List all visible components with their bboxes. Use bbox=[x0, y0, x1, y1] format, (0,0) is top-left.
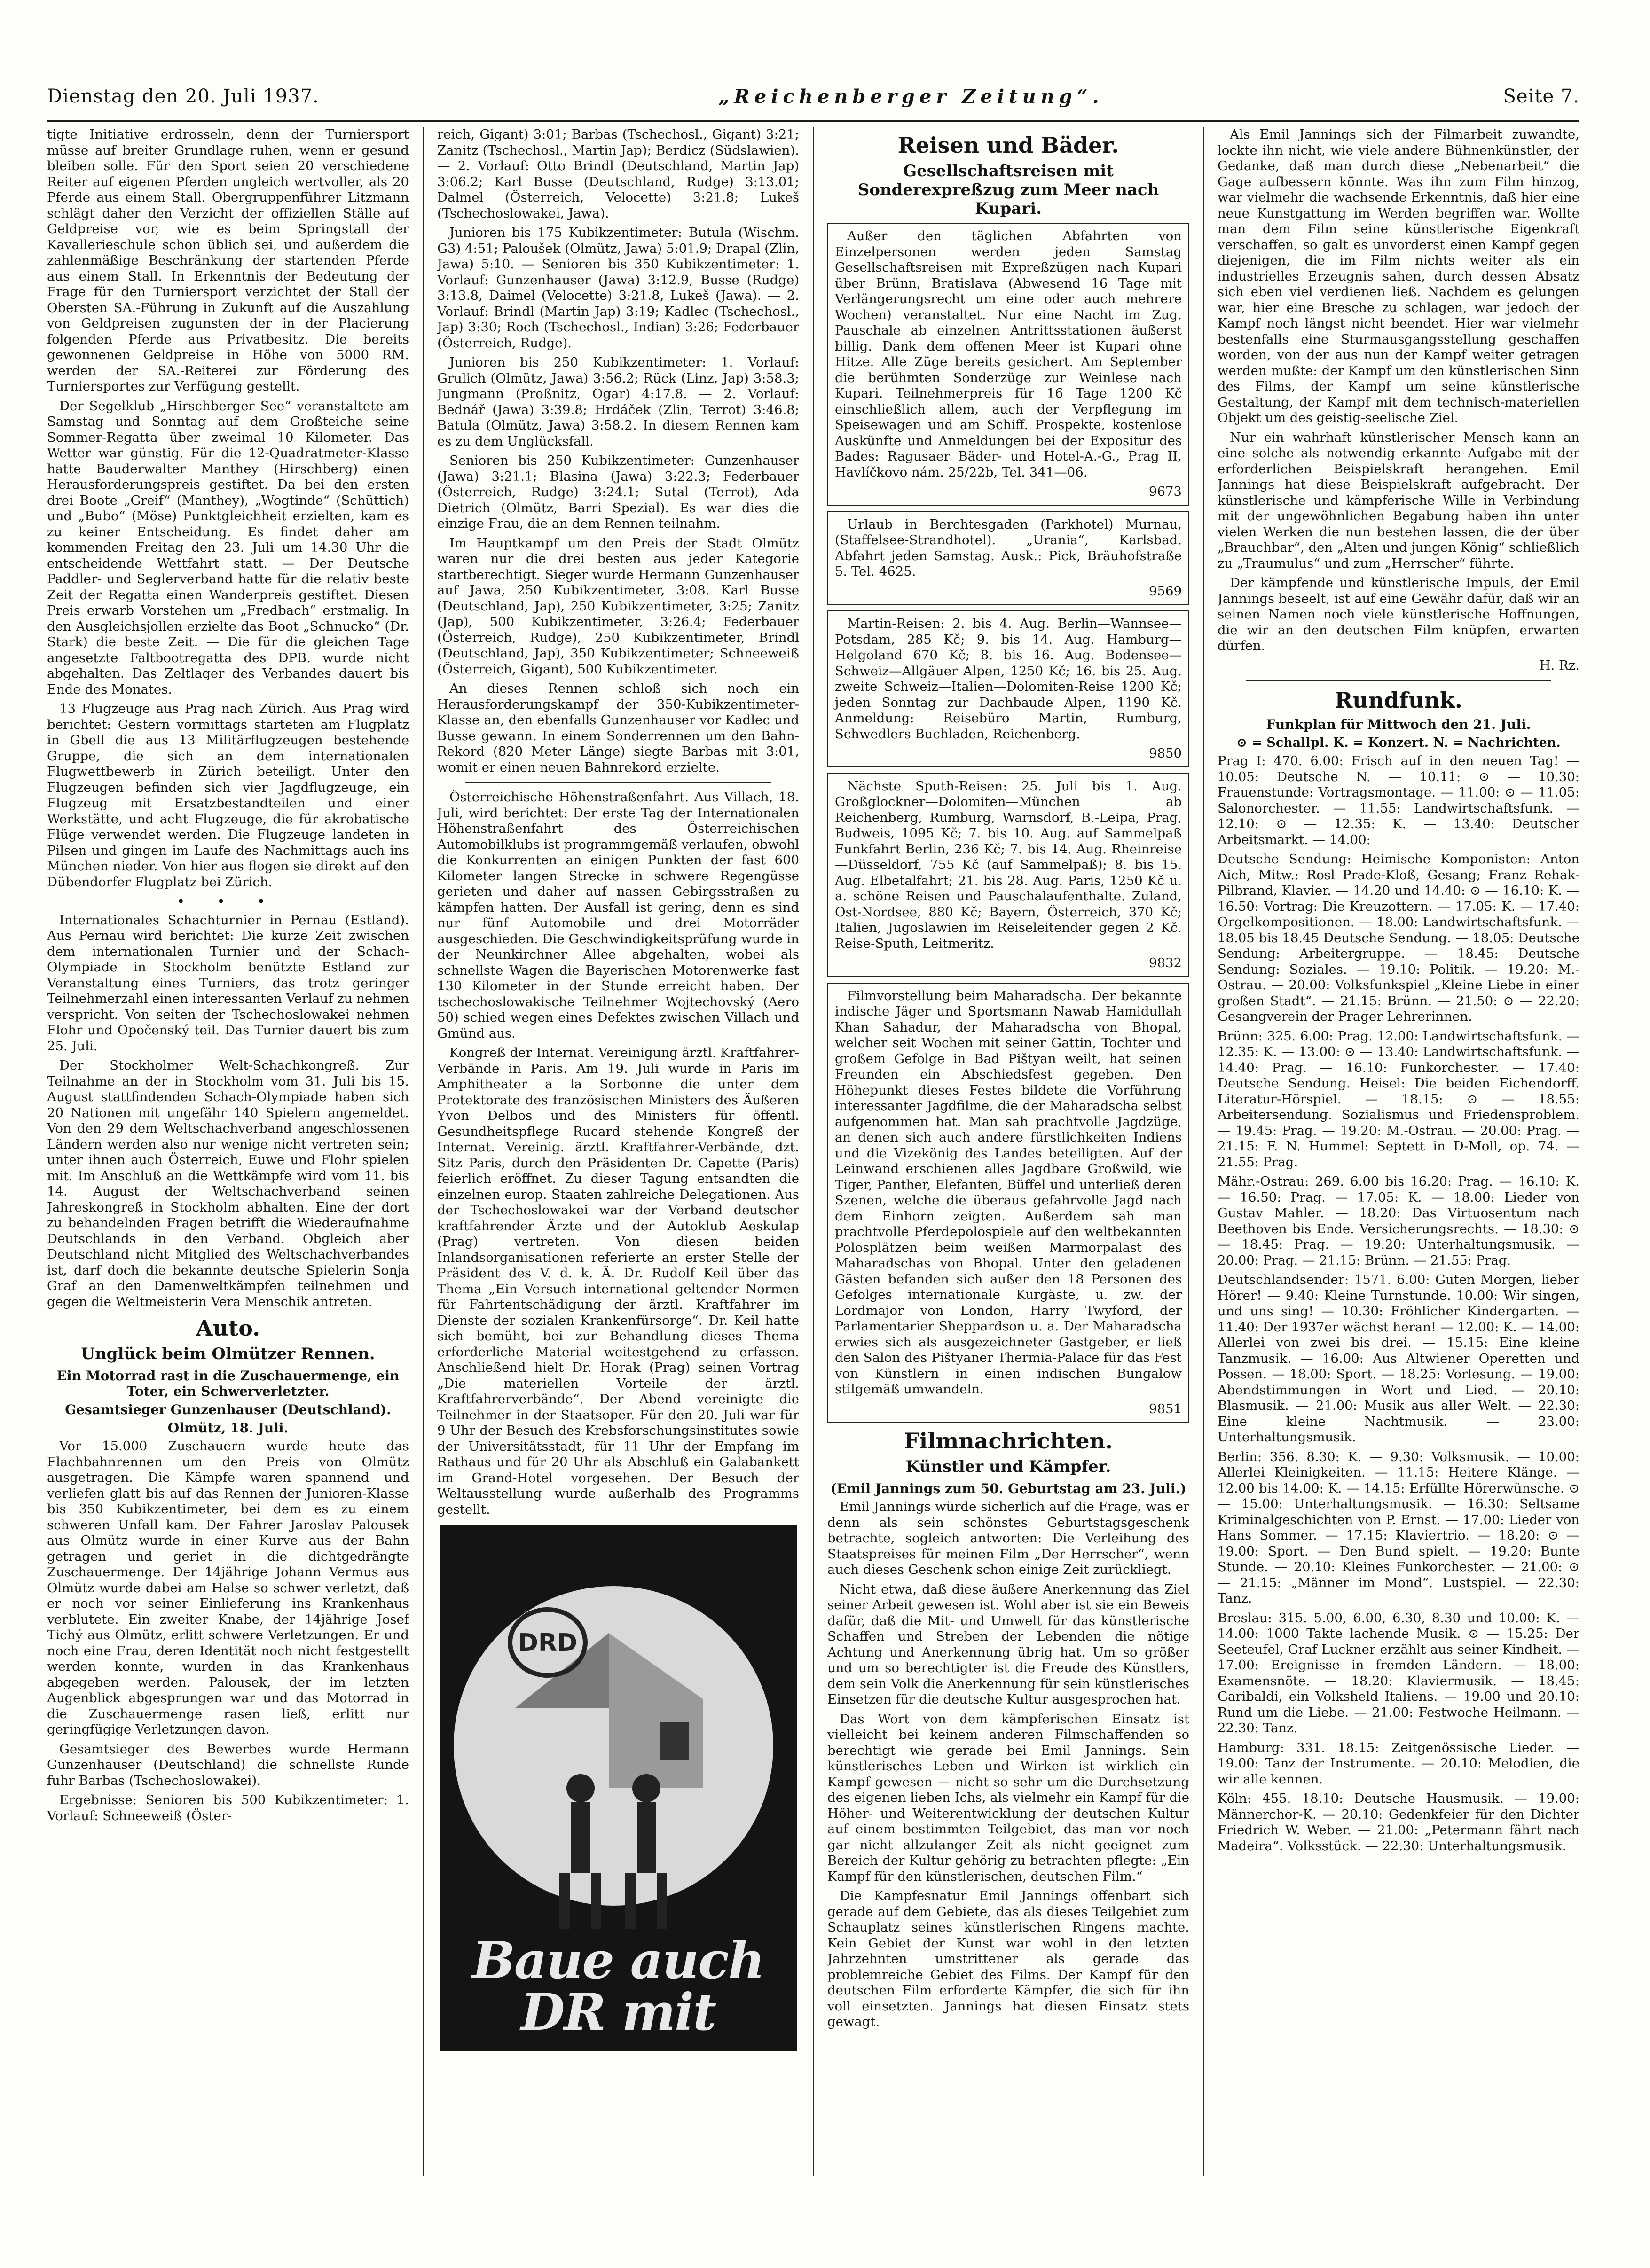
radio-station-berlin: Berlin: 356. 8.30: K. — 9.30: Volksmusik. — 10.00: Allerlei Kleinigkeiten. — 11.15: Heitere Klänge. — 12.00 bis 14.00: K. — 14.15: Erfüllte Hörerwünsche. ⊙ — 15.00: Unterhaltungsmusik. — 16.30: Seltsame Kriminalgeschichten von P. Ernst. — 17.00: Lieder von Hans Sommer. — 17.15: Klaviertrio. — 18.20: ⊙ — 19.00: Sport. — Den Bund spielt. — 19.20: Bunte Stunde. — 20.10: Kleines Funkorchester. — 21.00: ⊙ — 21.15: „Männer im Mond“. Lustspiel. — 22.30: Tanz. bbox=[1218, 1449, 1579, 1606]
radio-station-hamburg: Hamburg: 331. 18.15: Zeitgenössische Lieder. — 19.00: Tanz der Instrumente. — 20.10: Melodien, die wir alle kennen. bbox=[1218, 1740, 1579, 1787]
article-paragraph: Gesamtsieger des Bewerbes wurde Hermann Gunzenhauser (Deutschland) die schnellste Runde fuhr Barbas (Tschechoslowakei). bbox=[47, 1741, 409, 1788]
article-title: Künstler und Kämpfer. bbox=[905, 1457, 1111, 1476]
article-title: Unglück beim Olmützer Rennen. bbox=[81, 1345, 375, 1363]
travel-ad-kupari bbox=[827, 223, 1189, 506]
radio-station-deutschlandsender: Deutschlandsender: 1571. 6.00: Guten Morgen, lieber Hörer! — 9.40: Kleine Turnstunde. 10.00: Wir singen, und uns sing! — 10.30: Fröhlicher Kindergarten. — 11.40: Der 1937er wächst heran! — 12.00: K. — 14.00: Allerlei von zwei bis drei. — 15.15: Eine kleine Tanzmusik. — 16.00: Aus Altwiener Operetten und Possen. — 18.00: Sport. — 18.25: Vorlesung. — 19.00: Abendstimmungen in Wort und Lied. — 20.10: Blasmusik. — 21.00: Musik aus aller Welt. — 22.30: Eine kleine Nachtmusik. — 23.00: Unterhaltungsmusik. bbox=[1218, 1272, 1579, 1445]
ad-text: Außer den täglichen Abfahrten von Einzelpersonen werden jeden Samstag Gesellschaftsreisen mit Expreßzügen nach Kupari über Brünn, Bratislava (Abwesend 16 Tage mit Verlängerungsrecht um eine oder auch mehrere Wochen) veranstaltet. Nur eine Nacht im Zug. Pauschale ab einzelnen Antrittsstationen äußerst billig. Dank dem offenen Meer ist Kupari ohne Hitze. Alle Züge bereits gesichert. Am September die berühmten Sonderzüge zur Weinlese nach Kupari. Teilnehmerpreis für 16 Tage 1200 Kč einschließlich allem, auch der Verpflegung im Speisewagen und am Schiff. Prospekte, kostenlose Auskünfte und Anmeldungen bei der Expositur des Bades: Ragusaer Bäder- und Hotel-A.-G., Prag II, Havlíčkovo nám. 25/22b, Tel. 341—06. bbox=[835, 228, 1182, 480]
ad-code: 9569 bbox=[1149, 583, 1182, 599]
ad-slogan: Baue auch DR mit bbox=[472, 1931, 764, 2042]
chess-stockholm-article: Der Stockholmer Welt-Schachkongreß. Zur Teilnahme an der in Stockholm vom 31. Juli bis 15. August stattfindenden Schach-Olympiade haben sich 20 Nationen mit ungefähr 140 Spielern angemeldet. Von den 29 dem Weltschachverband angeschlossenen Ländern werden also nur wenige nicht vertreten sein; unter ihnen auch Österreich, Euwe und Flohr spielen mit. Im Anschluß an die Wettkämpfe wird vom 11. bis 14. August der Weltschachverband seinen Jahreskongreß in Stockholm abhalten. Eine der dort zu behandelnden Fragen betrifft die Wiederaufnahme Deutschlands in den Verband. Obgleich aber Deutschland nicht Mitglied des Weltschachverbandes ist, darf doch die bekannte deutsche Spielerin Sonja Graf an den Damenweltkämpfen teilnehmen und gegen die Weltmeisterin Vera Menschik antreten. bbox=[47, 1058, 409, 1309]
section-heading-radio: Rundfunk. bbox=[1335, 688, 1462, 713]
divider bbox=[1246, 680, 1551, 681]
radio-station-koeln: Köln: 455. 18.10: Deutsche Hausmusik. — 19.00: Männerchor-K. — 20.10: Gedenkfeier für den Dichter Friedrich W. Weber. — 21.00: „Petermann fährt nach Madeira“. Volksstück. — 22.30: Unterhaltungsmusik. bbox=[1218, 1791, 1579, 1854]
ad-code: 9851 bbox=[1149, 1401, 1182, 1416]
ad-text: Nächste Sputh-Reisen: 25. Juli bis 1. Aug. Großglockner—Dolomiten—München ab Reichenberg, Rumburg, Warnsdorf, B.-Leipa, Prag, Budweis, 1095 Kč; 7. bis 10. Aug. auf Sammelpaß Funkfahrt Berlin, 236 Kč; 7. bis 14. Aug. Rheinreise—Düsseldorf, 755 Kč (auf Sammelpaß); 8. bis 15. Aug. Elbetalfahrt; 21. bis 28. Aug. Paris, 1250 Kč u. a. schöne Reisen und Pauschalaufenthalte. Zuland, Ost-Nordsee, 880 Kč; Bayern, Österreich, 370 Kč; Italien, Jugoslawien im Reiseleitender gegen 2 Kč. Reise-Sputh, Leitmeritz. bbox=[835, 778, 1182, 951]
radio-station-ostrau: Mähr.-Ostrau: 269. 6.00 bis 16.20: Prag. — 16.10: K. — 16.50: Prag. — 17.05: K. — 18.00: Lieder von Gustav Mahler. — 18.20: Das Virtuosentum nach Beethoven bis Ende. Versicherungsrechts. — 18.30: ⊙ — 18.45: Prag. — 19.20: Unterhaltungsmusik. — 20.00: Prag. — 21.15: Brünn. — 21.55: Prag. bbox=[1218, 1174, 1579, 1268]
section-heading-film: Filmnachrichten. bbox=[904, 1428, 1113, 1454]
travel-ad-sputh bbox=[827, 773, 1189, 977]
article-paragraph: Als Emil Jannings sich der Filmarbeit zuwandte, lockte ihn nicht, wie viele andere Bühnenkünstler, der Gedanke, daß man durch diese „Nebenarbeit“ die Gage aufbessern könnte. Was ihn zum Film hinzog, war vielmehr die wachsende Erkenntnis, daß hier eine neue Kunstgattung im Werden begriffen war. Wollte man dem Film seine künstlerische Eigenkraft verschaffen, so galt es unvorderst einen Kampf gegen diejenigen, die im Film nichts weiter als ein industrielles Erzeugnis sahen, durch dessen Absatz sich eben viel verdienen ließ. Nachdem es gelungen war, hier eine Bresche zu schlagen, war jedoch der Kampf noch längst nicht beendet. Hier war vielmehr bestenfalls eine Sturmausgangsstellung geschaffen worden, von der aus nun der Kampf weiter getragen werden mußte: der Kampf um den künstlerischen Sinn des Films, der Kampf um seine künstlerische Gestaltung, der Kampf mit dem technisch-materiellen Objekt um des geistig-seelische Ziel. bbox=[1218, 127, 1579, 425]
radio-station-prag-deutsch: Deutsche Sendung: Heimische Komponisten: Anton Aich, Mitw.: Rosl Prade-Kloß, Gesang; Franz Rehak-Pilbrand, Klavier. — 14.20 und 14.40: ⊙ — 16.10: K. — 16.50: Vortrag: Die Kreuzottern. — 17.05: K. — 17.40: Orgelkompositionen. — 18.00: Landwirtschaftsfunk. — 18.05 bis 18.45 Deutsche Sendung. — 18.05: Deutsche Sendung: Arbeitergruppe. — 18.45: Deutsche Sendung: Soziales. — 19.10: Politik. — 19.20: M.-Ostrau. — 20.00: Volksfunkspiel „Kleine Liebe in einer großen Stadt“. — 21.15: Brünn. — 21.50: ⊙ — 22.20: Gesangverein der Prager Lehrerinnen. bbox=[1218, 852, 1579, 1024]
article-paragraph: Ergebnisse: Senioren bis 500 Kubikzentimeter: 1. Vorlauf: Schneeweiß (Öster- bbox=[47, 1792, 409, 1823]
ad-text: Urlaub in Berchtesgaden (Parkhotel) Murnau, (Staffelsee-Strandhotel). „Urania“, Karlsbad. Abfahrt jeden Samstag. Ausk.: Pick, Bräuhofstraße 5. Tel. 4625. bbox=[835, 516, 1182, 579]
race-results: reich, Gigant) 3:01; Barbas (Tschechosl., Gigant) 3:21; Zanitz (Tschechosl., Martin Jap); Berdicz (Südslawien). — 2. Vorlauf: Otto Brindl (Deutschland, Martin Jap) 3:06.2; Karl Busse (Deutschland, Rudge) 3:13.01; Dalmel (Österreich, Velocette) 3:21.8; Lukeš (Tschechoslowakei, Jawa). bbox=[437, 127, 799, 221]
article-deck-winner: Gesamtsieger Gunzenhauser (Deutschland). bbox=[65, 1402, 391, 1417]
ad-code: 9673 bbox=[1149, 484, 1182, 499]
article-deck: Ein Motorrad rast in die Zuschauermenge, ein Toter, ein Schwerverletzter. bbox=[56, 1368, 400, 1399]
chess-pernau-article: Internationales Schachturnier in Pernau (Estland). Aus Pernau wird berichtet: Die kurze Zeit zwischen dem internationalen Turnier und der Schach-Olympiade in Stockholm benützte Estland zur Veranstaltung eines Turniers, das trotz geringer Teilnehmerzahl einen interessanten Verlauf zu nehmen verspricht. Von seiten der Tschechoslowakei nehmen Flohr und Opočenský teil. Das Turnier dauert bis zum 25. Juli. bbox=[47, 912, 409, 1054]
radio-station-breslau: Breslau: 315. 5.00, 6.00, 6.30, 8.30 und 10.00: K. — 14.00: 1000 Takte lachende Musik. ⊙ — 15.25: Der Seeteufel, Graf Luckner erzählt aus seiner Kindheit. — 17.00: Ereignisse in fremden Ländern. — 18.00: Examensnöte. — 18.20: Klaviermusik. — 18.45: Garibaldi, ein Volksheld Italiens. — 19.00 und 20.10: Rund um die Liebe. — 21.00: Festwoche Heilmann. — 22.30: Tanz. bbox=[1218, 1610, 1579, 1736]
article-title: Gesellschaftsreisen mit Sonderexpreßzug zum Meer nach Kupari. bbox=[857, 162, 1159, 218]
radio-legend: ⊙ = Schallpl. K. = Konzert. N. = Nachrichten. bbox=[1236, 735, 1561, 750]
race-results: Junioren bis 250 Kubikzentimeter: 1. Vorlauf: Grulich (Olmütz, Jawa) 3:56.2; Rück (Linz, Jap) 3:58.3; Jungmann (Proßnitz, Ogar) 4:17.8. — 2. Vorlauf: Bednář (Jawa) 3:39.8; Hrdáček (Zlin, Terrot) 3:46.8; Batula (Olmütz, Jawa) 3:58.2. In diesem Rennen kam es zu dem Unglücksfall. bbox=[437, 355, 799, 449]
travel-ad-berchtesgaden bbox=[827, 511, 1189, 605]
drd-advertisement bbox=[440, 1525, 797, 2051]
travel-ad-martin bbox=[827, 610, 1189, 767]
section-separator: • • • bbox=[177, 894, 279, 909]
article-paragraph: Vor 15.000 Zuschauern wurde heute das Flachbahnrennen um den Preis von Olmütz ausgetragen. Die Kämpfe waren spannend und verliefen glatt bis auf das Rennen der Junioren-Klasse bis 350 Kubikzentimeter, bei dem es zu einem schweren Unfall kam. Der Fahrer Jaroslav Palousek aus Olmütz wurde in einer Kurve aus der Bahn getragen und geriet in die dichtgedrängte Zuschauermenge. Der 14jährige Johann Vermus aus Olmütz wurde dabei am Halse so schwer verletzt, daß er noch vor seiner Einlieferung ins Krankenhaus verblutete. Ein zweiter Knabe, der 14jährige Josef Tichý aus Olmütz, erlitt schwere Verletzungen. Er und noch eine Frau, deren Identität noch nicht festgestellt werden konnte, wurden in das Krankenhaus abgegeben werden. Palousek, der im letzten Augenblick abgesprungen war und das Motorrad in die Zuschauermenge rasen ließ, erlitt nur geringfügige Verletzungen davon. bbox=[47, 1439, 409, 1737]
race-results: Junioren bis 175 Kubikzentimeter: Butula (Wischm. G3) 4:51; Paloušek (Olmütz, Jawa) 5:01.9; Drapal (Zlin, Jawa) 5:10. — Senioren bis 350 Kubikzentimeter: 1. Vorlauf: Gunzenhauser (Jawa) 3:12.9, Busse (Rudge) 3:13.8, Daimel (Velocette) 3:21.8, Lukeš (Jawa). — 2. Vorlauf: Brindl (Martin Jap) 3:19; Kadlec (Tschechosl., Jap) 3:30; Roch (Tschechosl., Indian) 3:26; Federbauer (Österreich, Rudge). bbox=[437, 225, 799, 351]
kongress-article: Kongreß der Internat. Vereinigung ärztl. Kraftfahrer-Verbände in Paris. Am 19. Juli wurde in Paris im Amphitheater a la Sorbonne die unter dem Protektorate des französischen Ministers des Äußeren Yvon Delbos und des Ministers für öffentl. Gesundheitspflege Rucard stehende Kongreß der Internat. Vereinig. ärztl. Kraftfahrer-Verbände, dzt. Sitz Paris, durch den Präsidenten Dr. Capette (Paris) feierlich eröffnet. Zu dieser Tagung entsandten die einzelnen europ. Staaten zahlreiche Delegationen. Aus der Tschechoslowakei war der Verband deutscher kraftfahrender Ärzte und der Autoklub Aeskulap (Prag) vertreten. Von diesen beiden Inlandsorganisationen referierte an erster Stelle der Präsident des V. d. k. Ä. Dr. Rudolf Keil über das Thema „Ein Versuch international geltender Normen für Fahrtentschädigung der ärztl. Kraftfahrer im Dienste der sozialen Krankenfürsorge“. Dr. Keil hatte sich bemüht, bei zur Behandlung dieses Thema erforderliche Material weitestgehend zu erfassen. Anschließend hielt Dr. Horak (Prag) seinen Vortrag „Die materiellen Vorteile der ärztl. Kraftfahrerverbände“. Der Abend vereinigte die Teilnehmer in der Staatsoper. Für den 20. Juli war für 9 Uhr der Besuch des Krebsforschungsinstitutes sowie der Universitätsstadt, für 11 Uhr der Empfang im Rathaus und für 20 Uhr als Abschluß ein Galabankett im Grand-Hotel vorgesehen. Der Besuch der Weltausstellung wurde außerhalb des Programms gestellt. bbox=[437, 1045, 799, 1517]
page-number: Seite 7. bbox=[1503, 86, 1579, 107]
column-4 bbox=[1218, 127, 1579, 2176]
radio-station-prag: Prag I: 470. 6.00: Frisch auf in den neuen Tag! — 10.05: Deutsche N. — 10.11: ⊙ — 10.30: Frauenstunde: Vortragsmontage. — 11.00: ⊙ — 11.05: Salonorchester. — 11.55: Landwirtschaftsfunk. — 12.10: ⊙ — 12.35: K. — 13.40: Deutscher Arbeitsmarkt. — 14.00: bbox=[1218, 753, 1579, 847]
column-divider bbox=[1203, 127, 1204, 2176]
article-paragraph: tigte Initiative erdrosseln, denn der Turniersport müsse auf breiter Grundlage ruhen, wenn er gesund bleiben solle. Für den Sport seien 20 verschiedene Reiter auf eigenen Pferden ungleich wertvoller, als 20 Pferde aus einem Stall. Obergruppenführer Litzmann schlägt daher den Verzicht der offiziellen Ställe auf Geldpreise vor, wie es beim Springstall der Kavallerieschule schon üblich sei, und außerdem die zahlenmäßige Beschränkung der startenden Pferde aus einem Stall. In Erkenntnis der Bedeutung der Frage für den Turniersport verzichtet der Stall der Obersten SA.-Führung in Zukunft auf die Auszahlung von Geldpreisen zugunsten der in der Placierung folgenden Pferde aus Privatbesitz. Die bereits gewonnenen Geldpreise in Höhe von 5000 RM. werden der SA.-Reiterei zur Förderung des Turniersportes zur Verfügung gestellt. bbox=[47, 127, 409, 394]
running-head bbox=[47, 80, 1579, 113]
race-results: Senioren bis 250 Kubikzentimeter: Gunzenhauser (Jawa) 3:21.1; Blasina (Jawa) 3:22.3; Federbauer (Österreich, Rudge) 3:24.1; Sutal (Terrot), Ada Dietrich (Olmütz, Barri Spezial). Es war dies die einzige Frau, die an dem Rennen teilnahm. bbox=[437, 453, 799, 531]
column-1 bbox=[47, 127, 409, 2176]
ad-logo: DRD bbox=[518, 1629, 578, 1657]
section-heading-travel: Reisen und Bäder. bbox=[897, 133, 1119, 158]
divider bbox=[465, 782, 771, 783]
header-rule bbox=[47, 120, 1579, 122]
issue-date: Dienstag den 20. Juli 1937. bbox=[47, 86, 319, 107]
column-divider bbox=[423, 127, 424, 2176]
aviation-article: 13 Flugzeuge aus Prag nach Zürich. Aus Prag wird berichtet: Gestern vormittags starteten am Flugplatz in Gbell die aus 13 Militärflugzeugen bestehende Gruppe, die sich an dem internationalen Flugwettbewerb in Zürich beteiligt. Unter den Flugzeugen befinden sich vier Jagdflugzeuge, ein Flugzeug mit Ersatzbestandteilen und einer Werkstätte, und acht Flugzeuge, die für akrobatische Flüge verwendet werden. Die Flugzeuge landeten in Pilsen und gingen im Laufe des Nachmittags auch ins München nieder. Von hier aus flogen sie direkt auf den Dübendorfer Flugplatz bei Zürich. bbox=[47, 701, 409, 890]
race-results: Im Hauptkampf um den Preis der Stadt Olmütz waren nur die drei besten aus jeder Kategorie startberechtigt. Sieger wurde Hermann Gunzenhauser auf Jawa, 250 Kubikzentimeter, 3:08. Karl Busse (Deutschland, Jap), 250 Kubikzentimeter, 3:25; Zanitz (Jap), 500 Kubikzentimeter, 3:26.4; Federbauer (Österreich, Rudge), 250 Kubikzentimeter, Brindl (Deutschland, Jap), 350 Kubikzentimeter; Schneeweiß (Österreich, Gigant), 500 Kubikzentimeter. bbox=[437, 535, 799, 677]
hoehenstrassen-article: Österreichische Höhenstraßenfahrt. Aus Villach, 18. Juli, wird berichtet: Der erste Tag der Internationalen Höhenstraßenfahrt des Österreichischen Automobilklubs ist programmgemäß verlaufen, obwohl die Konkurrenten an einigen Punkten der fast 600 Kilometer langen Strecke in schwere Regengüsse gerieten und daher auf nassen Gebirgsstraßen zu kämpfen hatten. Der Ausfall ist gering, denn es sind nur fünf Automobile und drei Motorräder ausgeschieden. Die Geschwindigkeitsprüfung wurde in der Neunkirchner Allee abgehalten, wobei als schnellste Wagen die Bayerischen Motorenwerke fast 130 Kilometer in der Stunde erreicht haben. Der tschechoslowakische Teilnehmer Wojtechovský (Aero 50) schied wegen eines Defektes zwischen Villach und Gmünd aus. bbox=[437, 790, 799, 1041]
dateline: Olmütz, 18. Juli. bbox=[167, 1420, 289, 1436]
maharadscha-article bbox=[827, 983, 1189, 1423]
newspaper-page bbox=[47, 70, 1579, 2195]
section-heading-auto: Auto. bbox=[196, 1315, 260, 1341]
author-signature: H. Rz. bbox=[1539, 657, 1579, 673]
ad-text: Martin-Reisen: 2. bis 4. Aug. Berlin—Wannsee—Potsdam, 285 Kč; 9. bis 14. Aug. Hamburg—Helgoland 670 Kč; 8. bis 16. Aug. Bodensee—Schweiz—Allgäuer Alpen, 1250 Kč; 16. bis 25. Aug. zweite Schweiz—Italien—Dolomiten-Reise 1200 Kč; jeden Sonntag zur Dachbaude Alpen, 1190 Kč. Anmeldung: Reisebüro Martin, Rumburg, Schwedlers Buchladen, Reichenberg. bbox=[835, 616, 1182, 742]
article-paragraph: Das Wort von dem kämpferischen Einsatz ist vielleicht bei keinem anderen Filmschaffenden so berechtigt wie gerade bei Emil Jannings. Sein künstlerisches Leben und Wirken ist wirklich ein Kampf gewesen — nicht so sehr um die Durchsetzung des eigenen lieben Ichs, als vielmehr ein Kampf für die Höher- und Weiterentwicklung der deutschen Kultur auf einem bestimmten Teilgebiet, das man vor noch gar nicht allzulanger Zeit als nicht geeignet zum Bereich der Kultur gehörig zu betrachten pflegte: „Ein Kampf für den künstlerischen, deutschen Film.“ bbox=[827, 1711, 1189, 1884]
article-paragraph: Nur ein wahrhaft künstlerischer Mensch kann an eine solche als notwendig erkannte Aufgabe mit der erforderlichen Beispielskraft herangehen. Emil Jannings hat diese Beispielskraft aufgebracht. Der künstlerische und kämpferische Wille in Verbindung mit der ungewöhnlichen Begabung haben ihn unter vielen Werken die nun bestehen lassen, die der über „Brauchbar“, den „Alten und jungen König“ schließlich zu „Traumulus“ und zum „Herrscher“ führte. bbox=[1218, 430, 1579, 571]
column-divider bbox=[813, 127, 814, 2176]
column-3 bbox=[827, 127, 1189, 2176]
article-paragraph: Emil Jannings würde sicherlich auf die Frage, was er denn als sein schönstes Geburtstagsgeschenk betrachte, sogleich antworten: Die Verleihung des Staatspreises für meinen Film „Der Herrscher“, wenn auch dieses Geschenk schon einige Zeit zurückliegt. bbox=[827, 1499, 1189, 1577]
article-paragraph: Nicht etwa, daß diese äußere Anerkennung das Ziel seiner Arbeit gewesen ist. Wohl aber ist sie ein Beweis dafür, daß die Mit- und Umwelt für das künstlerische Schaffen und Streben der Lebenden die nötige Achtung und Anerkennung übrig hat. Um so größer und um so berechtigter ist die Freude des Künstlers, dem sein Volk die Anerkennung für sein künstlerisches Einsetzen für die deutsche Kultur ausgesprochen hat. bbox=[827, 1581, 1189, 1707]
race-results: An dieses Rennen schloß sich noch ein Herausforderungskampf der 350-Kubikzentimeter-Klasse an, den ebenfalls Gunzenhauser vor Kadlec und Busse gewann. In einem Sonderrennen um den Bahn-Rekord (820 Meter Länge) siegte Barbas mit 3:01, womit er einen neuen Bahnrekord erzielte. bbox=[437, 681, 799, 775]
sailing-article: Der Segelklub „Hirschberger See“ veranstaltete am Samstag und Sonntag auf dem Großteiche seine Sommer-Regatta über zweimal 10 Kilometer. Das Wetter war günstig. Für die 12-Quadratmeter-Klasse hatte Bauderwalter Manthey (Hirschberg) einen Herausforderungspreis gestiftet. Da bei den ersten drei Boote „Greif“ (Manthey), „Wogtinde“ (Schüttich) und „Bubo“ (Möse) Punktgleichheit erzielten, kam es zu keiner Entscheidung. Es findet daher am kommenden Freitag den 23. Juli um 14.30 Uhr die entscheidende Wettfahrt statt. — Der Deutsche Paddler- und Seglerverband hatte für die relativ beste Zeit der Regatta einen Wanderpreis gestiftet. Diesen Preis erwarb Vorstehen um „Fredbach“ erstmalig. In den Ausgleichsjollen erzielte das Boot „Schnucko“ (Dr. Stark) die beste Zeit. — Die für die gleichen Tage angesetzte Faltbootregatta des DPB. wurde nicht abgehalten. Das Zeltlager des Verbandes dauert bis Ende des Monates. bbox=[47, 398, 409, 697]
radio-schedule-title: Funkplan für Mittwoch den 21. Juli. bbox=[1266, 717, 1531, 732]
ad-code: 9850 bbox=[1149, 746, 1182, 761]
ad-text: Filmvorstellung beim Maharadscha. Der bekannte indische Jäger und Sportsmann Nawab Hamidullah Khan Sahadur, der Maharadscha von Bhopal, welcher seit Wochen mit seiner Gattin, Tochter und großem Gefolge in Bad Pištyan weilt, hat seinen Freunden ein Abschiedsfest gegeben. Den Höhepunkt dieses Festes bildete die Vorführung interessanter Jagdfilme, die der Maharadscha selbst aufgenommen hat. Man sah prachtvolle Jagdzüge, an denen sich auch andere fürstlichkeiten Indiens und die Vizekönig des Landes beteiligten. Auf der Leinwand erschienen alles Jagdbare Großwild, wie Tiger, Panther, Elefanten, Büffel und unterließ deren Szenen, welche die überaus gefahrvolle Jagd nach dem Einhorn zeigten. Außerdem sah man prachtvolle Pferdepolospiele auf den weltbekannten Polosplätzen beim weißen Marmorpalast des Maharadschas von Bhopal. Unter den geladenen Gästen befanden sich außer den 18 Personen des Gefolges internationale Kurgäste, u. zw. der Lordmajor von London, Harry Twyford, der Parlamentarier Sheppardson u. a. Der Maharadscha erwies sich als ausgezeichneter Gastgeber, er ließ den Salon des Pištyaner Thermia-Palace für das Fest von Künstlern in einen indischen Bungalow stilgemäß umwandeln. bbox=[835, 988, 1182, 1397]
radio-station-bruenn: Brünn: 325. 6.00: Prag. 12.00: Landwirtschaftsfunk. — 12.35: K. — 13.00: ⊙ — 13.40: Landwirtschaftsfunk. — 14.40: Prag. — 16.10: Funkorchester. — 17.40: Deutsche Sendung. Heisel: Die beiden Eichendorff. Literatur-Hörspiel. — 18.15: ⊙ — 18.55: Arbeitersendung. Sozialismus und Friedensproblem. — 19.45: Prag. — 19.20: M.-Ostrau. — 20.00: Prag. — 21.15: F. N. Hummel: Septett in D-Moll, op. 74. — 21.55: Prag. bbox=[1218, 1028, 1579, 1170]
article-paragraph: Der kämpfende und künstlerische Impuls, der Emil Jannings beseelt, ist auf eine Gewähr dafür, daß wir an seinen Namen noch viele künstlerische Hoffnungen, die wir an den deutschen Film knüpfen, erwarten dürfen. bbox=[1218, 575, 1579, 653]
article-paragraph: Die Kampfesnatur Emil Jannings offenbart sich gerade auf dem Gebiete, das als dieses Teilgebiet zum Schauplatz seines künstlerischen Ringens machte. Kein Gebiet der Kunst war wohl in den letzten Jahrzehnten umstrittener als gerade das problemreiche Gebiet des Films. Der Kampf für den deutschen Film erforderte Kämpfer, die sich für ihn voll einsetzten. Jannings hat diesen Einsatz stets gewagt. bbox=[827, 1888, 1189, 2029]
column-2 bbox=[437, 127, 799, 2176]
article-deck: (Emil Jannings zum 50. Geburtstag am 23. Juli.) bbox=[830, 1481, 1186, 1496]
newspaper-title: „Reichenberger Zeitung“. bbox=[718, 85, 1104, 108]
ad-code: 9832 bbox=[1149, 955, 1182, 970]
